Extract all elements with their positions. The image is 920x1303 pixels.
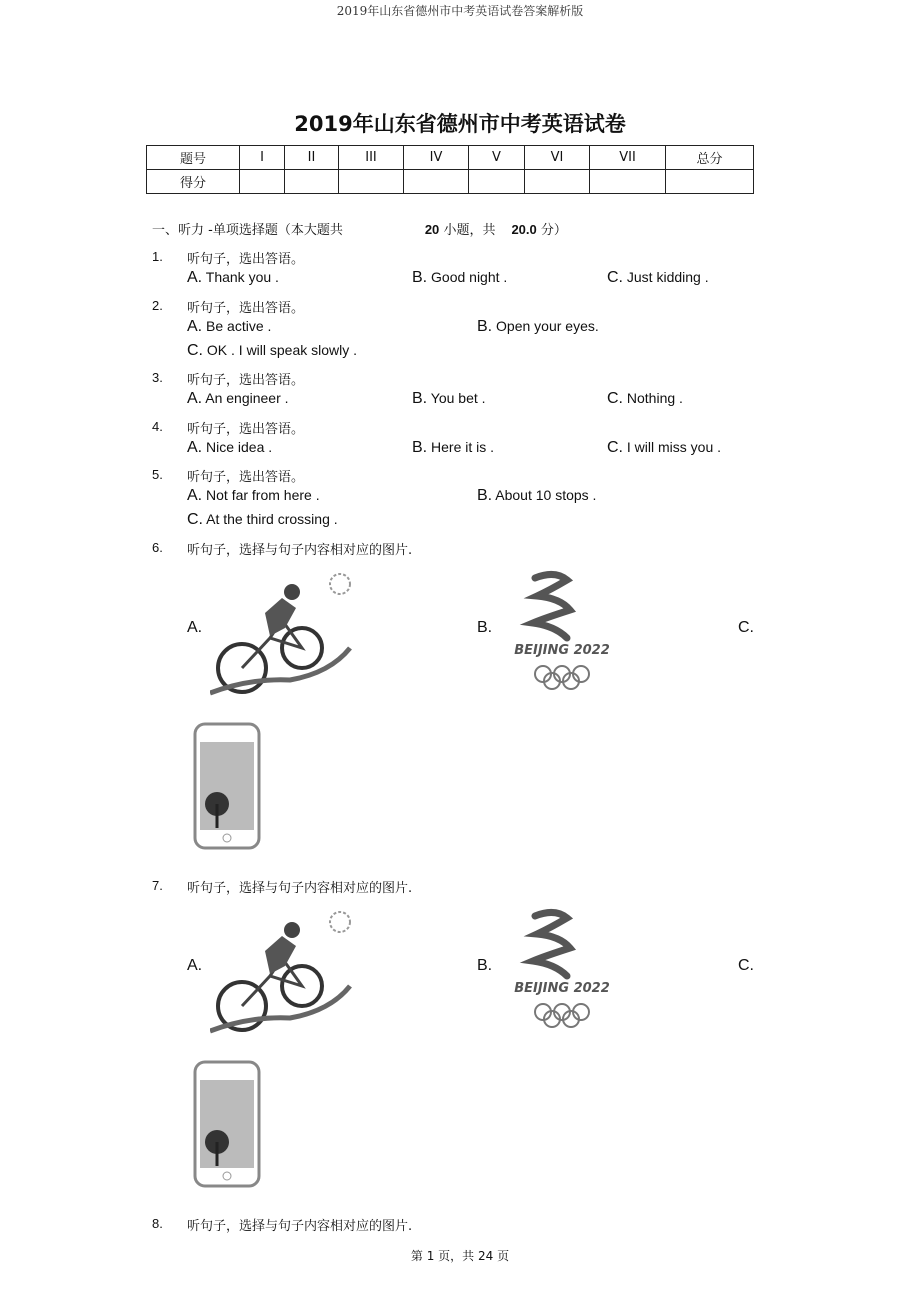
option-a[interactable]: A. Be active . <box>187 318 272 335</box>
question-number: 6. <box>152 540 163 555</box>
image-option-a-label[interactable]: A. <box>187 619 203 636</box>
image-option-b-label[interactable]: B. <box>477 619 493 636</box>
score-value-row <box>147 170 754 194</box>
option-b[interactable]: B. About 10 stops . <box>477 487 597 504</box>
score-cell: IV <box>404 146 469 170</box>
option-b[interactable]: B. Good night . <box>412 269 508 286</box>
beijing-2022-logo-image[interactable] <box>505 906 620 1030</box>
score-cell: 得分 <box>147 170 240 194</box>
section-count: 20 <box>424 222 440 237</box>
score-cell: VI <box>525 146 590 170</box>
option-a[interactable]: A. An engineer . <box>187 390 289 407</box>
question-text: 听句子，选出答语。 <box>187 252 305 267</box>
image-option-c-label[interactable]: C. <box>738 957 754 974</box>
section-points: 20.0 <box>511 222 537 237</box>
page-title: 2019年山东省德州市中考英语试卷 <box>294 112 626 136</box>
cyclist-image[interactable] <box>210 906 355 1036</box>
beijing-2022-logo-image[interactable] <box>505 568 620 692</box>
option-a[interactable]: A. Thank you . <box>187 269 279 286</box>
score-cell: VII <box>590 146 666 170</box>
question-text: 听句子，选择与句子内容相对应的图片. <box>187 1219 413 1234</box>
question-text: 听句子，选择与句子内容相对应的图片. <box>187 881 413 896</box>
score-input <box>525 170 590 194</box>
option-c[interactable]: C. I will miss you . <box>607 439 722 456</box>
question-number: 2. <box>152 298 163 313</box>
question-text: 听句子，选出答语。 <box>187 470 305 485</box>
page-header: 2019年山东省德州市中考英语试卷答案解析版 <box>336 4 584 18</box>
section-prefix: 一、听力 -单项选择题（本大题共 <box>152 223 343 238</box>
question-number: 3. <box>152 370 163 385</box>
score-cell: III <box>339 146 404 170</box>
option-b[interactable]: B. Open your eyes. <box>477 318 599 335</box>
score-input <box>285 170 339 194</box>
option-c[interactable]: C. OK . I will speak slowly . <box>187 342 358 359</box>
option-b[interactable]: B. You bet . <box>412 390 486 407</box>
score-cell: 题号 <box>147 146 240 170</box>
question-text: 听句子，选出答语。 <box>187 301 305 316</box>
score-cell: I <box>240 146 285 170</box>
section-mid: 小题，共 <box>443 223 496 238</box>
logo-text: BEIJING 2022 <box>514 981 610 996</box>
score-input <box>590 170 666 194</box>
section-heading <box>152 219 567 238</box>
question-text: 听句子，选出答语。 <box>187 422 305 437</box>
score-header-row <box>147 146 754 170</box>
question-text: 听句子，选择与句子内容相对应的图片. <box>187 543 413 558</box>
option-c[interactable]: C. Just kidding . <box>607 269 709 286</box>
cyclist-image[interactable] <box>210 568 355 698</box>
option-c[interactable]: C. At the third crossing . <box>187 511 338 528</box>
option-a[interactable]: A. Not far from here . <box>187 487 320 504</box>
question-number: 1. <box>152 249 163 264</box>
score-input <box>666 170 754 194</box>
option-c[interactable]: C. Nothing . <box>607 390 683 407</box>
option-a[interactable]: A. Nice idea . <box>187 439 273 456</box>
question-number: 4. <box>152 419 163 434</box>
smartphone-fan-image[interactable] <box>193 722 261 850</box>
image-option-a-label[interactable]: A. <box>187 957 203 974</box>
option-b[interactable]: B. Here it is . <box>412 439 495 456</box>
score-cell: V <box>469 146 525 170</box>
score-cell: II <box>285 146 339 170</box>
section-suffix: 分） <box>540 223 567 238</box>
logo-text: BEIJING 2022 <box>514 643 610 658</box>
question-text: 听句子，选出答语。 <box>187 373 305 388</box>
score-input <box>240 170 285 194</box>
question-number: 7. <box>152 878 163 893</box>
image-option-b-label[interactable]: B. <box>477 957 493 974</box>
image-option-c-label[interactable]: C. <box>738 619 754 636</box>
score-input <box>404 170 469 194</box>
score-input <box>469 170 525 194</box>
score-table <box>146 145 754 194</box>
score-input <box>339 170 404 194</box>
page-footer: 第 1 页，共 24 页 <box>410 1249 510 1263</box>
question-number: 8. <box>152 1216 163 1231</box>
smartphone-fan-image[interactable] <box>193 1060 261 1188</box>
score-cell: 总分 <box>666 146 754 170</box>
question-number: 5. <box>152 467 163 482</box>
